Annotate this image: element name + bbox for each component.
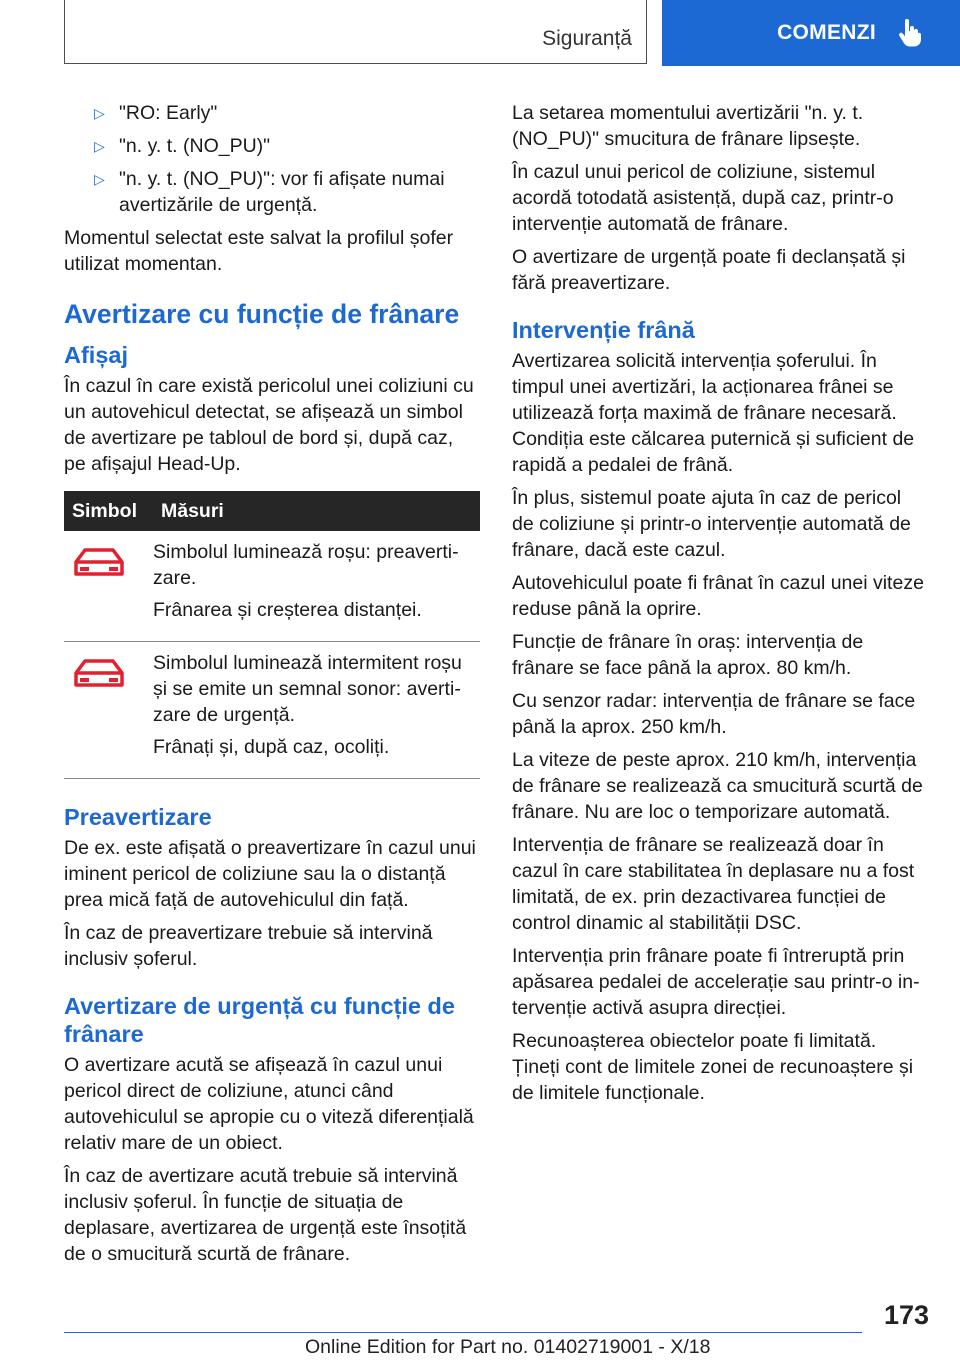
page-number: 173 bbox=[884, 1300, 930, 1330]
paragraph: În caz de preavertizare trebuie să intervină inclusiv șoferul. bbox=[64, 922, 433, 970]
paragraph: Recunoașterea obiectelor poate fi limitată. Țineți cont de limitele zonei de recunoaștere și de limitele funcționale. bbox=[512, 1030, 914, 1104]
commands-tab[interactable] bbox=[662, 0, 960, 66]
footer-divider bbox=[64, 1332, 862, 1333]
subsection-heading: Afișaj bbox=[64, 342, 128, 368]
paragraph: De ex. este afișată o preavertizare în cazul unui iminent pericol de coliziune sau la o distanță prea mică față de autovehiculul din față. bbox=[64, 837, 476, 911]
paragraph: Intervenția prin frânare poate fi întreruptă prin apăsarea pedalei de accelerație sau printr-o intervenție activă asupra direcției. bbox=[512, 945, 920, 1019]
table-header-symbol: Simbol bbox=[64, 491, 153, 531]
triangle-bullet-icon: ▷ bbox=[94, 171, 105, 187]
paragraph: O avertizare de urgență poate fi declanșată și fără preavertizare. bbox=[512, 246, 906, 294]
measures-cell: Simbolul luminează intermitent roșu și se emite un semnal sonor: avertizare de urgență. Frânați și, după caz, ocoliți. bbox=[153, 642, 480, 779]
paragraph: Momentul selectat este salvat la profilul șofer utilizat momentan. bbox=[64, 227, 454, 275]
paragraph: Avertizarea solicită intervenția șoferului. În timpul unei avertizări, la acționarea frânei se utilizează forța maximă de frânare necesară. Condiția este călcarea puternică și suficient de rapidă a pedalei de frână. bbox=[512, 350, 915, 476]
paragraph: Funcție de frânare în oraș: intervenția de frânare se face până la aprox. 80 km/h. bbox=[512, 631, 864, 679]
footer-edition: Online Edition for Part no. 01402719001 - X/18 bbox=[305, 1336, 711, 1358]
paragraph: Autovehiculul poate fi frânat în cazul unei viteze reduse până la oprire. bbox=[512, 572, 924, 620]
paragraph: O avertizare acută se afișează în cazul unui pericol direct de coliziune, atunci când autovehiculul se apropie cu o viteză diferențială relativ mare de un obiect. bbox=[64, 1054, 474, 1154]
paragraph: La viteze de peste aprox. 210 km/h, intervenția de frânare se realizează ca smucitură scurtă de frânare. Nu are loc o temporizare automată. bbox=[512, 749, 923, 823]
paragraph: În cazul unui pericol de coliziune, sistemul acordă totodată asistență, după caz, printr-o intervenție automată de frânare. bbox=[512, 161, 894, 235]
hand-pointer-icon bbox=[898, 19, 922, 47]
subsection-heading: Intervenție frână bbox=[512, 317, 695, 343]
measures-cell: Simbolul luminează roșu: preavertizare. Frânarea și creșterea distanței. bbox=[153, 531, 480, 642]
triangle-bullet-icon: ▷ bbox=[94, 138, 105, 154]
table-header-measures: Măsuri bbox=[153, 491, 480, 531]
section-heading: Avertizare cu funcție de frânare bbox=[64, 299, 460, 329]
paragraph: În caz de avertizare acută trebuie să intervină inclusiv șoferul. În funcție de situația de deplasare, avertizarea de urgență este însoțită de o smucitură scurtă de frânare. bbox=[64, 1165, 467, 1265]
paragraph: La setarea momentului avertizării "n. y. t. (NO_PU)" smucitura de frânare lipsește. bbox=[512, 102, 864, 150]
subsection-heading: Avertizare de urgență cu funcție de frânare bbox=[64, 993, 455, 1047]
list-item: ▷ "RO: Early" bbox=[94, 102, 218, 124]
symbol-cell bbox=[64, 642, 153, 779]
table-row bbox=[64, 642, 480, 779]
car-warning-icon bbox=[72, 562, 126, 584]
list-item: ▷ "n. y. t. (NO_PU)": vor fi afișate numai avertizările de urgență. bbox=[94, 168, 445, 216]
commands-label: COMENZI bbox=[777, 21, 876, 44]
right-column bbox=[512, 100, 928, 1113]
subsection-heading: Preavertizare bbox=[64, 804, 212, 830]
section-title: Siguranță bbox=[542, 27, 632, 50]
left-column bbox=[64, 100, 480, 1274]
paragraph: În cazul în care există pericolul unei coliziuni cu un autovehicul detectat, se afișează un simbol de avertizare pe tabloul de bord și, după caz, pe afișajul Head-Up. bbox=[64, 375, 474, 475]
header-section-tab[interactable] bbox=[64, 0, 647, 64]
list-item: ▷ "n. y. t. (NO_PU)" bbox=[94, 135, 271, 157]
paragraph: Intervenția de frânare se realizează doar în cazul în care stabilitatea în deplasare nu a fost limitată, de ex. prin dezactivarea funcției de control dinamic al stabilității DSC. bbox=[512, 834, 915, 934]
symbol-table bbox=[64, 491, 480, 779]
paragraph: Cu senzor radar: intervenția de frânare se face până la aprox. 250 km/h. bbox=[512, 690, 916, 738]
table-row bbox=[64, 531, 480, 642]
paragraph: În plus, sistemul poate ajuta în caz de pericol de coliziune și printr-o intervenție automată de frânare, dacă este cazul. bbox=[512, 487, 911, 561]
car-warning-icon bbox=[72, 673, 126, 695]
symbol-cell bbox=[64, 531, 153, 642]
triangle-bullet-icon: ▷ bbox=[94, 105, 105, 121]
